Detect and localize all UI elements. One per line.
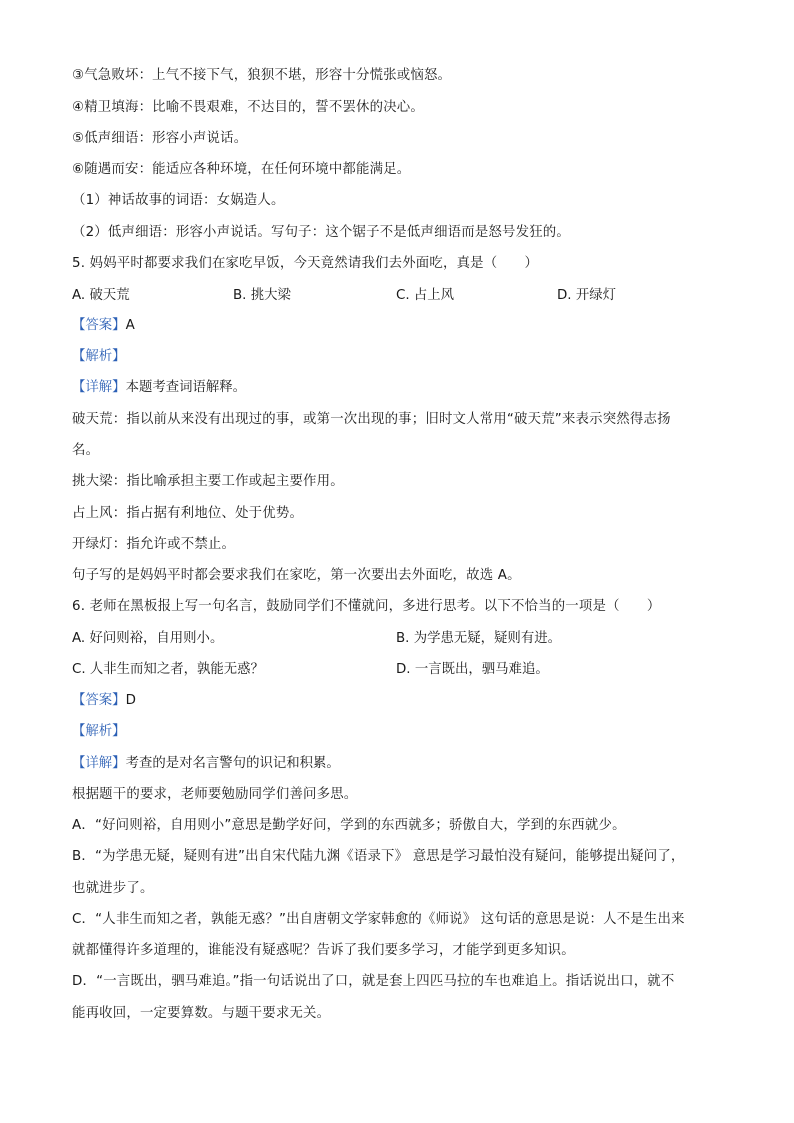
text-line: 挑大梁：指比喻承担主要工作或起主要作用。 [72, 474, 344, 489]
text-line: 也就进步了。 [72, 881, 154, 896]
q5-option-a: A. 破天荒 [72, 288, 130, 303]
analysis-label: 【解析】 [72, 724, 126, 739]
text-line: A．“好问则裕，自用则小”意思是勤学好问，学到的东西就多；骄傲自大，学到的东西就少。 [72, 818, 626, 833]
text-line: D．“一言既出，驷马难追。”指一句话说出了口，就是套上四匹马拉的车也难追上。指话说出口，就不 [72, 974, 675, 989]
q6-option-d: D. 一言既出，驷马难追。 [396, 662, 549, 677]
detail-label: 【详解】 [72, 756, 126, 771]
detail-text: 考查的是对名言警句的识记和积累。 [125, 756, 340, 771]
analysis-label: 【解析】 [72, 349, 126, 364]
q5-detail [72, 378, 246, 398]
q5-analysis-label [72, 347, 126, 367]
q6-option-a: A. 好问则裕，自用则小。 [72, 631, 224, 646]
question-5-stem: 5. 妈妈平时都要求我们在家吃早饭，今天竟然请我们去外面吃，真是（ ） [72, 256, 539, 271]
question-6-stem: 6. 老师在黑板报上写一句名言，鼓励同学们不懂就问，多进行思考。以下不恰当的一项是（ ） [72, 599, 661, 614]
text-line: 占上风：指占据有利地位、处于优势。 [72, 506, 304, 521]
text-line: ④精卫填海：比喻不畏艰难，不达目的，誓不罢休的决心。 [72, 100, 424, 115]
text-line: 句子写的是妈妈平时都会要求我们在家吃，第一次要出去外面吃，故选 A。 [72, 568, 521, 583]
answer-label: 【答案】 [72, 318, 126, 333]
detail-label: 【详解】 [72, 380, 126, 395]
text-line: ⑤低声细语：形容小声说话。 [72, 131, 248, 146]
answer-label: 【答案】 [72, 693, 126, 708]
text-line: （2）低声细语：形容小声说话。写句子：这个锯子不是低声细语而是怒号发狂的。 [72, 225, 570, 240]
text-line: B．“为学患无疑，疑则有进”出自宋代陆九渊《语录下》 意思是学习最怕没有疑问，能够提出疑问了， [72, 849, 685, 864]
q6-option-b: B. 为学患无疑，疑则有进。 [396, 631, 561, 646]
text-line: 名。 [72, 443, 100, 458]
text-line: C．“人非生而知之者，孰能无惑？”出自唐朝文学家韩愈的《师说》 这句话的意思是说：人不是生出来 [72, 912, 685, 927]
answer-value: D [125, 693, 136, 708]
text-line: 开绿灯：指允许或不禁止。 [72, 537, 236, 552]
text-line: 破天荒：指以前从来没有出现过的事，或第一次出现的事；旧时文人常用“破天荒”来表示突然得志扬 [72, 412, 671, 427]
q5-answer [72, 316, 135, 336]
text-line: ③气急败坏：上气不接下气，狼狈不堪，形容十分慌张或恼怒。 [72, 68, 452, 83]
text-line: 能再收回，一定要算数。与题干要求无关。 [72, 1006, 331, 1021]
text-line: 根据题干的要求，老师要勉励同学们善问多思。 [72, 787, 358, 802]
q5-option-d: D. 开绿灯 [557, 288, 616, 303]
q5-option-c: C. 占上风 [396, 288, 455, 303]
detail-text: 本题考查词语解释。 [125, 380, 247, 395]
q6-option-c: C. 人非生而知之者，孰能无惑？ [72, 662, 264, 677]
q6-detail [72, 754, 340, 774]
answer-value: A [125, 318, 135, 333]
q6-answer [72, 691, 136, 711]
text-line: （1）神话故事的词语：女娲造人。 [72, 193, 285, 208]
text-line: ⑥随遇而安：能适应各种环境，在任何环境中都能满足。 [72, 162, 411, 177]
q6-analysis-label [72, 722, 126, 742]
text-line: 就都懂得许多道理的，谁能没有疑惑呢？告诉了我们要多学习，才能学到更多知识。 [72, 943, 575, 958]
q5-option-b: B. 挑大梁 [233, 288, 291, 303]
